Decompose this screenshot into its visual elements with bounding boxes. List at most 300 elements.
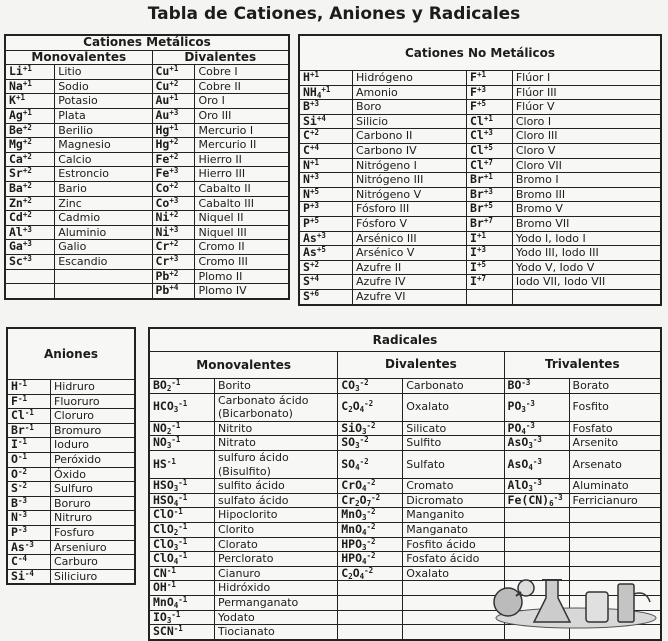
table-row (5, 225, 289, 240)
ion-name: Cromato (403, 479, 504, 494)
table-row (299, 202, 661, 217)
ion-symbol: $S^{-2}$ (7, 482, 51, 497)
table-row (299, 275, 661, 290)
ion-symbol: $Co^{+2}$ (152, 181, 195, 196)
table-row (299, 114, 661, 129)
ion-symbol: $H^{-1}$ (7, 380, 51, 395)
table-row (149, 508, 661, 523)
ion-name (512, 289, 661, 304)
ion-name: Berilio (55, 123, 152, 138)
ion-name: Cabalto III (195, 196, 289, 211)
table-row (299, 85, 661, 100)
ion-name: Cloro V (512, 143, 661, 158)
ion-symbol: $N^{+3}$ (299, 173, 353, 188)
ion-name: Clorito (215, 522, 338, 537)
ion-name: Fósforo V (353, 216, 467, 231)
ion-symbol: $Cl^{+3}$ (467, 129, 513, 144)
ion-name: sulfuro ácido (Bisulfito) (215, 450, 338, 478)
ion-symbol: $Fe(CN)_6^{-3}$ (504, 493, 569, 508)
ion-symbol: $P^{-3}$ (7, 525, 51, 540)
ion-symbol: $NO_2^{-1}$ (149, 421, 215, 436)
table-row (5, 123, 289, 138)
ion-symbol: $Cl^{+1}$ (467, 114, 513, 129)
table-row (7, 452, 135, 467)
ion-name: Nitrito (215, 421, 338, 436)
table-row (299, 129, 661, 144)
ion-name (569, 537, 661, 552)
table-row (149, 436, 661, 451)
ion-symbol: $Co^{+3}$ (152, 196, 195, 211)
ion-name: Azufre IV (353, 275, 467, 290)
ion-symbol: $F^{+1}$ (467, 71, 513, 86)
ion-symbol: $Cl^{+5}$ (467, 143, 513, 158)
table-row (5, 269, 289, 284)
ion-symbol (338, 595, 403, 610)
ion-name: Plomo IV (195, 284, 289, 299)
ion-name: Mercurio I (195, 123, 289, 138)
table-row (149, 537, 661, 552)
aniones-table (6, 327, 136, 585)
ion-name: Ferricianuro (569, 493, 661, 508)
ion-symbol: $C^{+2}$ (299, 129, 353, 144)
ion-symbol: $C_2O_4^{-2}$ (338, 393, 403, 421)
ion-name: Yodato (215, 610, 338, 625)
table-row (5, 181, 289, 196)
ion-name: sulfito ácido (215, 479, 338, 494)
ion-name: Niquel III (195, 225, 289, 240)
ion-symbol: $S^{+4}$ (299, 275, 353, 290)
cationes-no-metalicos-header: Cationes No Metálicos (404, 46, 556, 60)
cylinder-icon (618, 584, 634, 622)
ion-symbol: $Ca^{+2}$ (5, 152, 55, 167)
ion-name: Arsenato (569, 450, 661, 478)
ion-name: Carbono IV (353, 143, 467, 158)
ion-symbol: $Hg^{+2}$ (152, 138, 195, 153)
ion-symbol: $SO_4^{-2}$ (338, 450, 403, 478)
ion-name: Manganato (403, 522, 504, 537)
ion-symbol: $Na^{+1}$ (5, 79, 55, 94)
ion-name: Fosfito ácido (403, 537, 504, 552)
ion-symbol: $C^{+4}$ (299, 143, 353, 158)
ion-symbol: $Cd^{+2}$ (5, 211, 55, 226)
aniones-header: Aniones (43, 347, 98, 361)
ion-symbol: $Cu^{+1}$ (152, 65, 195, 80)
ion-name (569, 522, 661, 537)
table-row (7, 511, 135, 526)
ion-symbol: $OH^{-1}$ (149, 581, 215, 596)
table-row (5, 108, 289, 123)
ion-symbol: $Fe^{+2}$ (152, 152, 195, 167)
table-row (5, 65, 289, 80)
ion-symbol: $Ag^{+1}$ (5, 108, 55, 123)
ion-symbol: $N^{+5}$ (299, 187, 353, 202)
ion-name: Cloruro (51, 409, 136, 424)
ion-symbol (338, 581, 403, 596)
ion-symbol: $HPO_3^{-2}$ (338, 537, 403, 552)
ion-name: Bario (55, 181, 152, 196)
ion-name: Cadmio (55, 211, 152, 226)
ion-symbol: $BO^{-3}$ (504, 379, 569, 394)
table-row (299, 289, 661, 304)
table-row (5, 211, 289, 226)
ion-name: Fósforo III (353, 202, 467, 217)
ion-symbol: AsO$_4^{-3}$ (504, 450, 569, 478)
ion-name: Boro (353, 100, 467, 115)
ion-symbol: $Al^{+3}$ (5, 225, 55, 240)
ion-name: Borito (215, 379, 338, 394)
page-title: Tabla de Cationes, Aniones y Radicales (147, 4, 521, 24)
ion-name: Carburo (51, 555, 136, 570)
ion-name: Siliciuro (51, 569, 136, 584)
ion-name: Bromo V (512, 202, 661, 217)
table-row (299, 143, 661, 158)
table-row (149, 493, 661, 508)
ion-symbol: $IO_3^{-1}$ (149, 610, 215, 625)
ion-symbol: AsO$_3^{-3}$ (504, 436, 569, 451)
ion-symbol: $HPO_4^{-2}$ (338, 552, 403, 567)
table-row (5, 94, 289, 109)
ion-name: Flúor III (512, 85, 661, 100)
ion-name: Litio (55, 65, 152, 80)
ion-name: Yodo I, Iodo I (512, 231, 661, 246)
ion-name: Fosfito (569, 393, 661, 421)
ion-name: Oxalato (403, 393, 504, 421)
ion-name: Mercurio II (195, 138, 289, 153)
table-row (7, 525, 135, 540)
radicales-monovalentes-header: Monovalentes (149, 352, 338, 379)
ion-name: Bromuro (51, 423, 136, 438)
ion-name: Hidróxido (215, 581, 338, 596)
table-row (7, 482, 135, 497)
ion-symbol (504, 537, 569, 552)
ion-name (569, 552, 661, 567)
ion-name: Niquel II (195, 211, 289, 226)
ion-symbol (504, 508, 569, 523)
ion-name: Escandio (55, 254, 152, 269)
ion-symbol: $PO_3^{-3}$ (504, 393, 569, 421)
ion-name: Amonio (353, 85, 467, 100)
ion-name: sulfato ácido (215, 493, 338, 508)
divalentes-header: Divalentes (184, 49, 257, 64)
cationes-metalicos-header: Cationes Metálicos (83, 35, 211, 49)
ion-name: Fosfato (569, 421, 661, 436)
table-row (149, 522, 661, 537)
ion-name: Cloro III (512, 129, 661, 144)
table-row (7, 438, 135, 453)
ion-name: Potasio (55, 94, 152, 109)
ion-name: Nitrógeno I (353, 158, 467, 173)
ion-symbol: $NH_4^{+1}$ (299, 85, 353, 100)
ion-symbol: ClO$_4^{-1}$ (149, 552, 215, 567)
ion-name: Borato (569, 379, 661, 394)
ion-symbol: MnO$_4^{-1}$ (149, 595, 215, 610)
ion-symbol: $PO_4^{-3}$ (504, 421, 569, 436)
table-row (299, 260, 661, 275)
ion-name: Aluminato (569, 479, 661, 494)
ion-name: Cloro VII (512, 158, 661, 173)
ion-symbol: $Cr^{+3}$ (152, 254, 195, 269)
ion-symbol: $H^{+1}$ (299, 71, 353, 86)
ion-symbol: $Fe^{+3}$ (152, 167, 195, 182)
radicales-header: Radicales (372, 333, 438, 347)
ion-name: Hidrógeno (353, 71, 467, 86)
radicales-trivalentes-header: Trivalentes (544, 357, 620, 372)
ion-name: Sulfato (403, 450, 504, 478)
lab-equipment-illustration (486, 574, 662, 630)
ion-name: Cabalto II (195, 181, 289, 196)
ion-name: Fluoruro (51, 394, 136, 409)
ion-name: Óxido (51, 467, 136, 482)
ion-name: Arsenito (569, 436, 661, 451)
ion-symbol: $Br^{+1}$ (467, 173, 513, 188)
ion-name: Cianuro (215, 566, 338, 581)
ion-name: Ioduro (51, 438, 136, 453)
ion-symbol: $B^{+3}$ (299, 100, 353, 115)
monovalentes-header: Monovalentes (5, 50, 152, 65)
ion-name: Arsénico III (353, 231, 467, 246)
ion-name: Magnesio (55, 138, 152, 153)
ion-name (55, 284, 152, 299)
table-row (299, 187, 661, 202)
ion-name: Arseniuro (51, 540, 136, 555)
ion-name: Sulfuro (51, 482, 136, 497)
ion-name: Oro III (195, 108, 289, 123)
ion-symbol: SiO$_3^{-2}$ (338, 421, 403, 436)
table-row (299, 71, 661, 86)
ion-name: Zinc (55, 196, 152, 211)
ion-name: Bromo III (512, 187, 661, 202)
ion-symbol: $I^{+7}$ (467, 275, 513, 290)
ion-symbol: CrO$_4^{-2}$ (338, 479, 403, 494)
table-row (149, 552, 661, 567)
ion-symbol: $P^{+5}$ (299, 216, 353, 231)
ion-symbol: $Cu^{+2}$ (152, 79, 195, 94)
ion-name: Azufre II (353, 260, 467, 275)
ion-name: Fosfato ácido (403, 552, 504, 567)
ion-symbol: $BO_2^{-1}$ (149, 379, 215, 394)
ion-symbol: $Cl^{-1}$ (7, 409, 51, 424)
ion-name: Galio (55, 240, 152, 255)
table-row (7, 467, 135, 482)
table-row (299, 246, 661, 261)
ion-name: Cromo III (195, 254, 289, 269)
table-row (5, 167, 289, 182)
ion-symbol: $As^{+3}$ (299, 231, 353, 246)
table-row (299, 216, 661, 231)
ion-name: Bromo I (512, 173, 661, 188)
ion-symbol: $Pb^{+2}$ (152, 269, 195, 284)
ion-symbol: $C^{-4}$ (7, 555, 51, 570)
ion-symbol: $Li^{+1}$ (5, 65, 55, 80)
ion-symbol: $Mg^{+2}$ (5, 138, 55, 153)
ion-symbol (338, 625, 403, 640)
ion-name: Peróxido (51, 452, 136, 467)
ion-symbol: $C_2O_4^{-2}$ (338, 566, 403, 581)
ion-name: Flúor I (512, 71, 661, 86)
ion-name (55, 269, 152, 284)
ion-symbol: $Zn^{+2}$ (5, 196, 55, 211)
ion-symbol: $As^{+5}$ (299, 246, 353, 261)
ion-symbol: $CN^{-1}$ (149, 566, 215, 581)
table-row (149, 450, 661, 478)
ion-symbol: $Pb^{+4}$ (152, 284, 195, 299)
ion-symbol (5, 269, 55, 284)
ion-symbol: $F^{-1}$ (7, 394, 51, 409)
ion-name: Sodio (55, 79, 152, 94)
ion-symbol: $O^{-1}$ (7, 452, 51, 467)
ion-symbol: $O^{-2}$ (7, 467, 51, 482)
table-row (7, 555, 135, 570)
ion-symbol: $Br^{+3}$ (467, 187, 513, 202)
ion-name: Yodo III, Iodo III (512, 246, 661, 261)
ion-symbol (5, 284, 55, 299)
ion-symbol: AlO$_3^{-3}$ (504, 479, 569, 494)
table-row (299, 231, 661, 246)
ion-symbol: $Br^{+7}$ (467, 216, 513, 231)
ion-name: Cobre II (195, 79, 289, 94)
ion-symbol: MnO$_3^{-2}$ (338, 508, 403, 523)
table-row (149, 379, 661, 394)
ion-name: Carbonato ácido (Bicarbonato) (215, 393, 338, 421)
ion-name: Nitrógeno V (353, 187, 467, 202)
ion-symbol: $HS^{-1}$ (149, 450, 215, 478)
table-row (7, 540, 135, 555)
ion-name: Plata (55, 108, 152, 123)
ion-name: Clorato (215, 537, 338, 552)
table-row (299, 100, 661, 115)
ion-symbol: $HSO_4^{-1}$ (149, 493, 215, 508)
ion-name: Flúor V (512, 100, 661, 115)
ion-name: Silicio (353, 114, 467, 129)
table-row (149, 393, 661, 421)
ion-name: Arsénico V (353, 246, 467, 261)
ion-name: Cloro I (512, 114, 661, 129)
ion-name: Carbono II (353, 129, 467, 144)
ion-name: Nitrato (215, 436, 338, 451)
ion-symbol: $I^{+1}$ (467, 231, 513, 246)
ion-name: Hidruro (51, 380, 136, 395)
table-row (7, 380, 135, 395)
ion-name: Hierro III (195, 167, 289, 182)
ion-name: Estroncio (55, 167, 152, 182)
table-row (5, 79, 289, 94)
ion-symbol (504, 522, 569, 537)
ion-symbol: $Cl^{+7}$ (467, 158, 513, 173)
ion-symbol: $N^{+1}$ (299, 158, 353, 173)
table-row (149, 421, 661, 436)
table-row (7, 423, 135, 438)
ion-name (569, 508, 661, 523)
ion-symbol: ClO$^{-1}$ (149, 508, 215, 523)
ion-symbol (504, 552, 569, 567)
ion-symbol: ClO$_2^{-1}$ (149, 522, 215, 537)
ion-symbol: $Ni^{+2}$ (152, 211, 195, 226)
ion-symbol: $HCO_3^{-1}$ (149, 393, 215, 421)
radicales-divalentes-header: Divalentes (338, 352, 504, 379)
ion-name: Iodo VII, Iodo VII (512, 275, 661, 290)
ion-symbol: $Br^{-1}$ (7, 423, 51, 438)
ion-name: Permanganato (215, 595, 338, 610)
ion-name: Cobre I (195, 65, 289, 80)
ion-name: Nitrógeno III (353, 173, 467, 188)
cationes-metalicos-table (4, 34, 290, 300)
cationes-no-metalicos-table (298, 34, 662, 306)
table-row (7, 496, 135, 511)
ion-symbol: $F^{+5}$ (467, 100, 513, 115)
ion-symbol: $S^{+2}$ (299, 260, 353, 275)
ion-symbol (338, 610, 403, 625)
ion-name: Bromo VII (512, 216, 661, 231)
ion-symbol: $B^{-3}$ (7, 496, 51, 511)
ion-symbol: MnO$_4^{-2}$ (338, 522, 403, 537)
table-row (7, 394, 135, 409)
ion-name: Silicato (403, 421, 504, 436)
ion-symbol: $Au^{+3}$ (152, 108, 195, 123)
ion-symbol: $SCN^{-1}$ (149, 625, 215, 640)
table-row (5, 254, 289, 269)
ion-name: Manganito (403, 508, 504, 523)
ion-symbol: $Be^{+2}$ (5, 123, 55, 138)
ion-symbol: $NO_3^{-1}$ (149, 436, 215, 451)
ion-name: Oro I (195, 94, 289, 109)
ion-symbol: $Si^{-4}$ (7, 569, 51, 584)
table-row (299, 173, 661, 188)
ion-name: Tiocianato (215, 625, 338, 640)
ion-symbol: $P^{+3}$ (299, 202, 353, 217)
ion-name: Dicromato (403, 493, 504, 508)
ion-symbol: $I^{+3}$ (467, 246, 513, 261)
table-row (7, 409, 135, 424)
ion-symbol: $K^{+1}$ (5, 94, 55, 109)
ion-symbol: $As^{-3}$ (7, 540, 51, 555)
ion-symbol: $Ba^{+2}$ (5, 181, 55, 196)
table-row (5, 138, 289, 153)
ion-symbol: $Cr_2O_7^{-2}$ (338, 493, 403, 508)
ion-symbol: $Sr^{+2}$ (5, 167, 55, 182)
ion-name: Sulfito (403, 436, 504, 451)
table-row (5, 152, 289, 167)
flask-icon (534, 580, 570, 622)
ion-name: Calcio (55, 152, 152, 167)
ion-symbol: $HSO_3^{-1}$ (149, 479, 215, 494)
ion-name: Fosfuro (51, 525, 136, 540)
ion-symbol: $Au^{+1}$ (152, 94, 195, 109)
ion-symbol: $CO_3^{-2}$ (338, 379, 403, 394)
ion-name: Aluminio (55, 225, 152, 240)
ion-name: Perclorato (215, 552, 338, 567)
ion-symbol: $Hg^{+1}$ (152, 123, 195, 138)
beaker-icon (586, 592, 608, 622)
table-row (299, 158, 661, 173)
ion-name: Hipoclorito (215, 508, 338, 523)
ion-name: Yodo V, Iodo V (512, 260, 661, 275)
table-row (149, 479, 661, 494)
ion-symbol: $SO_3^{-2}$ (338, 436, 403, 451)
ion-symbol: $Si^{+4}$ (299, 114, 353, 129)
ion-symbol: $Br^{+5}$ (467, 202, 513, 217)
ion-name: Cromo II (195, 240, 289, 255)
table-row (5, 240, 289, 255)
ion-symbol: $F^{+3}$ (467, 85, 513, 100)
table-row (5, 196, 289, 211)
ion-symbol: $I^{+5}$ (467, 260, 513, 275)
table-row (7, 569, 135, 584)
ion-name: Oxalato (403, 566, 504, 581)
ion-name: Boruro (51, 496, 136, 511)
ion-symbol: $Sc^{+3}$ (5, 254, 55, 269)
ion-symbol: $I^{-1}$ (7, 438, 51, 453)
molecule-icon (494, 588, 522, 616)
